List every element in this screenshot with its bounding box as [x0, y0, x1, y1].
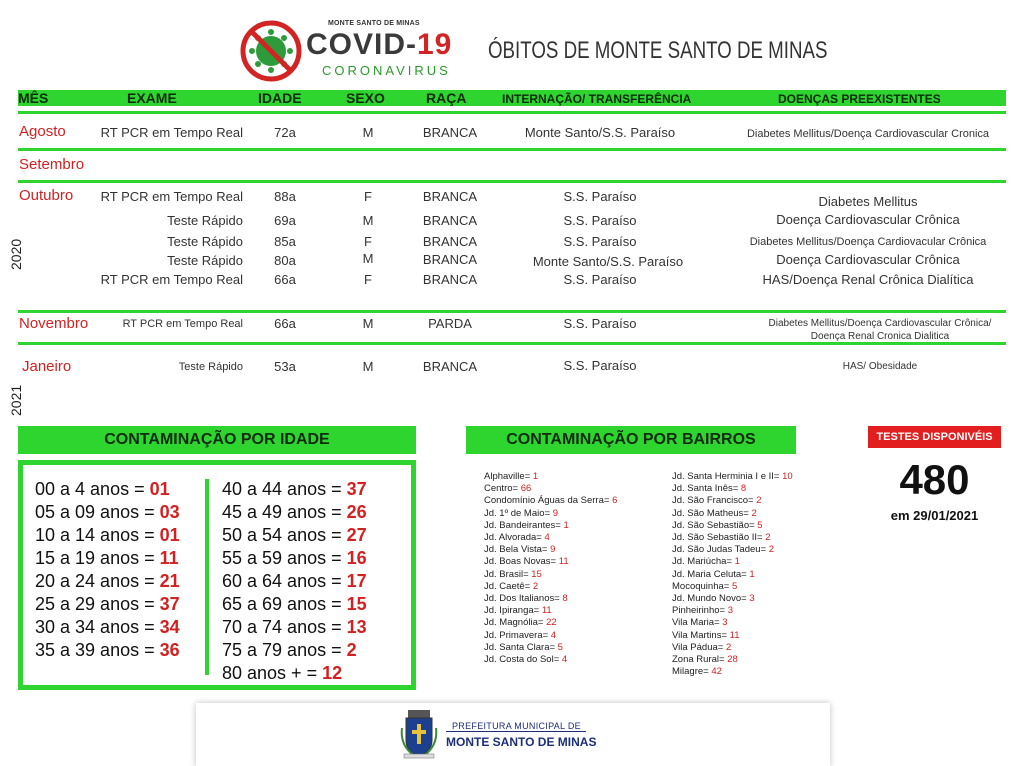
bairro-row-value: 5 [731, 580, 738, 592]
age-range-row [222, 594, 367, 615]
cell-raca: BRANCA [422, 234, 478, 249]
age-range-row-value: 13 [346, 617, 367, 637]
logo-covid-text: COVID-19 [306, 28, 453, 61]
bairro-row [484, 520, 569, 531]
bairro-row-value: 4 [561, 654, 568, 665]
age-range-row-value: 26 [346, 502, 367, 522]
bairro-row [672, 642, 731, 653]
bairro-row [484, 630, 556, 641]
bairro-row [672, 593, 755, 604]
bairro-row-value: 2 [756, 495, 762, 507]
bairro-row [672, 654, 738, 665]
age-range-row-label: 60 a 64 anos = [222, 571, 347, 591]
age-range-row-value: 21 [159, 571, 180, 591]
bairro-row [672, 544, 774, 555]
cell-idade: 85a [274, 234, 296, 249]
col-header-mes: MÊS [18, 90, 49, 106]
age-range-row-label: 80 anos + = [222, 663, 323, 683]
cell-doencas: Diabetes Mellitus [818, 194, 918, 209]
bairro-row-label: Pinheirinho= [672, 605, 728, 617]
covid-logo [240, 20, 460, 82]
bairro-row-value: 9 [552, 507, 558, 519]
cell-internacao: S.S. Paraíso [563, 234, 637, 249]
bairro-row-value: 2 [725, 641, 732, 653]
cell-idade: 88a [274, 189, 296, 204]
age-range-row-value: 37 [346, 479, 367, 499]
bairro-row-label: Condomínio Águas da Serra= [484, 495, 613, 507]
bairro-row [484, 495, 617, 506]
bairro-row-label: Jd. Bandeirantes= [484, 519, 564, 531]
cell-sexo: F [364, 234, 372, 249]
bairro-row-value: 3 [722, 617, 728, 629]
age-range-row [222, 663, 342, 684]
bairro-row [672, 605, 733, 616]
age-range-row-label: 40 a 44 anos = [222, 479, 347, 499]
cell-idade: 80a [274, 253, 296, 268]
cell-exame: Teste Rápido [167, 234, 243, 249]
age-range-row [222, 640, 357, 661]
age-range-row-label: 50 a 54 anos = [222, 525, 347, 545]
cell-sexo: M [362, 359, 374, 374]
cell-internacao: S.S. Paraíso [563, 213, 637, 228]
bairro-row-value: 5 [557, 641, 563, 653]
bairro-row-label: Jd. Caetê= [484, 580, 533, 592]
cell-raca: BRANCA [422, 359, 478, 374]
bairro-row [672, 471, 793, 482]
age-range-row [35, 525, 180, 546]
bairro-row-label: Vila Maria= [672, 617, 723, 629]
bairro-row-label: Vila Martins= [672, 629, 730, 641]
cell-exame: RT PCR em Tempo Real [100, 125, 243, 140]
bairro-row-value: 42 [711, 666, 722, 678]
bairro-row [672, 508, 757, 519]
page-title: ÓBITOS DE MONTE SANTO DE MINAS [488, 37, 828, 64]
month-janeiro: Janeiro [22, 358, 72, 375]
cell-sexo: F [364, 189, 372, 204]
bairro-row-label: Jd. Mundo Novo= [672, 593, 750, 604]
age-range-row [35, 594, 180, 615]
age-range-row-value: 01 [159, 525, 180, 545]
bairro-row [484, 544, 555, 555]
age-range-row-label: 55 a 59 anos = [222, 548, 347, 568]
bairro-row-value: 4 [544, 532, 550, 543]
bairro-row-value: 2 [765, 532, 771, 543]
age-range-row-label: 30 a 34 anos = [35, 617, 160, 637]
footer-line-1: PREFEITURA MUNICIPAL DE [452, 721, 581, 731]
bairro-row-label: Zona Rural= [672, 654, 728, 665]
cell-doencas: HAS/Doença Renal Crônica Dialítica [762, 272, 974, 287]
col-header-idade: IDADE [258, 90, 302, 106]
cell-doencas-line2: Doença Renal Cronica Dialitica [810, 331, 950, 342]
col-header-internacao: INTERNAÇÃO/ TRANSFERÊNCIA [502, 92, 692, 106]
bairro-row-value: 11 [729, 629, 740, 641]
age-range-row-value: 15 [346, 594, 367, 614]
age-range-row-value: 01 [149, 479, 170, 499]
bairro-row-value: 9 [550, 544, 556, 556]
cell-raca: BRANCA [422, 213, 478, 228]
bairro-row [672, 532, 771, 543]
cell-sexo: M [362, 251, 374, 266]
col-header-doencas: DOENÇAS PREEXISTENTES [778, 92, 941, 106]
bairro-row [484, 569, 542, 580]
cell-exame: Teste Rápido [167, 253, 243, 268]
age-range-row [222, 479, 367, 500]
bairro-row [484, 556, 569, 567]
footer-line-2: MONTE SANTO DE MINAS [446, 735, 597, 749]
bairro-row [484, 605, 552, 616]
cell-idade: 66a [274, 272, 296, 287]
month-setembro: Setembro [19, 156, 85, 173]
bairro-row-label: Jd. Mariúcha= [672, 556, 735, 568]
age-range-row-label: 65 a 69 anos = [222, 594, 347, 614]
month-outubro: Outubro [19, 187, 74, 204]
bairro-row-value: 28 [727, 654, 738, 665]
cell-sexo: M [362, 125, 374, 140]
bairro-row [484, 483, 531, 494]
bairro-row [672, 569, 755, 580]
bairro-row-label: Jd. Costa do Sol= [484, 654, 562, 665]
cell-doencas: Diabetes Mellitus/Doença Cardiovascular Cronica [746, 128, 990, 140]
cell-doencas: Diabetes Mellitus/Doença Cardiovacular Crônica [749, 236, 987, 248]
bairro-row [484, 532, 550, 543]
cell-doencas: Doença Cardiovascular Crônica [776, 252, 960, 267]
cell-raca: BRANCA [422, 252, 478, 267]
bairro-row [484, 654, 567, 665]
bairro-row-label: Jd. Ipiranga= [484, 605, 542, 617]
col-header-raca: RAÇA [426, 90, 467, 106]
col-header-sexo: SEXO [346, 90, 385, 106]
divider [18, 310, 1006, 313]
cell-internacao: S.S. Paraíso [563, 272, 637, 287]
divider [18, 148, 1006, 151]
footer-rule [446, 731, 586, 732]
bairro-row-label: Jd. 1º de Maio= [484, 507, 553, 519]
age-range-row-value: 2 [346, 640, 357, 660]
cell-exame: RT PCR em Tempo Real [122, 318, 243, 330]
bairro-row-value: 2 [768, 544, 775, 556]
age-range-row-label: 15 a 19 anos = [35, 548, 160, 568]
age-range-row-value: 37 [159, 594, 180, 614]
cell-doencas: Diabetes Mellitus/Doença Cardiovascular Crônica/ [768, 318, 992, 329]
bairro-row [672, 630, 740, 641]
age-range-row [35, 640, 180, 661]
cell-sexo: F [364, 272, 372, 287]
age-range-row [222, 548, 367, 569]
bairro-row [672, 617, 728, 628]
cell-idade: 72a [274, 125, 296, 140]
bairro-row-value: 6 [612, 495, 618, 507]
age-range-row [35, 617, 180, 638]
divider [18, 111, 1006, 114]
bairro-row-label: Jd. Alvorada= [484, 532, 545, 543]
bairro-row-label: Jd. São Francisco= [672, 495, 757, 507]
cell-exame: RT PCR em Tempo Real [100, 189, 243, 204]
bairro-row [484, 617, 557, 628]
age-range-row [35, 548, 179, 569]
cell-exame: Teste Rápido [178, 361, 243, 373]
age-range-row-label: 25 a 29 anos = [35, 594, 160, 614]
bairros-section-title: CONTAMINAÇÃO POR BAIRROS [466, 426, 796, 454]
bairro-row-value: 11 [558, 556, 569, 568]
age-range-row [35, 502, 180, 523]
bairro-row-label: Jd. Santa Herminia I e II= [672, 471, 783, 482]
cell-sexo: M [362, 213, 374, 228]
logo-coronavirus-text: CORONAVIRUS [322, 63, 451, 78]
bairro-row [672, 483, 746, 494]
age-range-row-label: 75 a 79 anos = [222, 640, 347, 660]
bairro-row-value: 3 [749, 593, 755, 604]
age-range-row-label: 05 a 09 anos = [35, 502, 160, 522]
age-range-row-value: 12 [322, 663, 343, 683]
bairro-row [672, 556, 740, 567]
bairro-row [672, 581, 737, 592]
cell-raca: BRANCA [422, 125, 478, 140]
age-range-row-label: 70 a 74 anos = [222, 617, 347, 637]
age-range-row-value: 34 [159, 617, 180, 637]
bairro-row [484, 508, 558, 519]
bairro-row-value: 8 [740, 483, 747, 495]
bairro-row [672, 666, 722, 677]
bairro-row-label: Jd. São Sebastião II= [672, 532, 766, 543]
bairro-row-value: 1 [734, 556, 740, 568]
bairro-row-label: Jd. Primavera= [484, 629, 551, 641]
age-range-row [222, 502, 367, 523]
age-range-row [222, 571, 367, 592]
bairro-row-value: 5 [757, 519, 763, 531]
bairro-row-value: 1 [749, 568, 755, 580]
bairro-row-value: 2 [532, 580, 539, 592]
age-range-row-label: 10 a 14 anos = [35, 525, 160, 545]
bairro-row-label: Centro= [484, 483, 521, 495]
bairro-row-label: Jd. São Matheus= [672, 507, 752, 519]
bairro-row-value: 1 [532, 471, 539, 482]
bairro-row-label: Jd. Brasil= [484, 568, 532, 580]
month-novembro: Novembro [19, 315, 89, 332]
bairro-row [672, 520, 763, 531]
age-range-row-value: 11 [159, 548, 179, 568]
age-range-row-value: 03 [159, 502, 180, 522]
age-range-row-value: 17 [346, 571, 367, 591]
bairro-row-label: Jd. Dos Italianos= [484, 593, 563, 604]
cell-idade: 66a [274, 316, 296, 331]
cell-internacao: S.S. Paraíso [563, 358, 637, 373]
year-label-2021: 2021 [8, 384, 24, 416]
bairro-row-value: 66 [520, 483, 532, 495]
cell-raca: PARDA [428, 316, 472, 331]
bairro-row-value: 3 [727, 605, 734, 617]
age-range-row-label: 20 a 24 anos = [35, 571, 160, 591]
month-agosto: Agosto [19, 123, 66, 140]
bairro-row-label: Jd. São Sebastião= [672, 519, 758, 531]
bairro-row-label: Jd. São Judas Tadeu= [672, 544, 769, 556]
cell-exame: Teste Rápido [167, 213, 243, 228]
cell-idade: 69a [274, 213, 296, 228]
cell-internacao: Monte Santo/S.S. Paraíso [532, 254, 684, 269]
tests-available-label: TESTES DISPONIVÉIS [868, 426, 1001, 448]
cell-idade: 53a [274, 359, 296, 374]
virus-icon [240, 20, 302, 82]
bairro-row-label: Alphaville= [484, 471, 533, 482]
cell-raca: BRANCA [422, 189, 478, 204]
age-range-row [222, 525, 367, 546]
bairro-row [672, 495, 762, 506]
cell-internacao: Monte Santo/S.S. Paraíso [524, 125, 676, 140]
bairro-row-label: Jd. Magnólia= [484, 617, 547, 629]
cell-internacao: S.S. Paraíso [563, 316, 637, 331]
bairro-row [484, 642, 563, 653]
bairro-row-label: Jd. Bela Vista= [484, 544, 551, 556]
bairro-row-label: Jd. Santa Inês= [672, 483, 741, 495]
cell-exame: RT PCR em Tempo Real [100, 272, 243, 287]
age-range-row-label: 00 a 4 anos = [35, 479, 150, 499]
age-range-row-value: 16 [346, 548, 367, 568]
city-crest-icon [400, 708, 438, 760]
logo-town-text: MONTE SANTO DE MINAS [328, 20, 420, 27]
bairro-row [484, 581, 538, 592]
divider [18, 342, 1006, 345]
bairro-row [484, 471, 538, 482]
age-range-row-value: 27 [346, 525, 367, 545]
col-header-exame: EXAME [127, 90, 177, 106]
age-section-title: CONTAMINAÇÃO POR IDADE [18, 426, 416, 454]
bairro-row-value: 4 [550, 629, 557, 641]
cell-doencas: Doença Cardiovascular Crônica [776, 212, 960, 227]
cell-raca: BRANCA [422, 272, 478, 287]
tests-date: em 29/01/2021 [890, 508, 979, 523]
age-range-row-value: 36 [159, 640, 180, 660]
cell-sexo: M [362, 316, 374, 331]
age-range-row [35, 479, 170, 500]
bairro-row-label: Jd. Maria Celuta= [672, 568, 750, 580]
bairro-row-value: 8 [562, 593, 568, 604]
year-label-2020: 2020 [8, 238, 24, 270]
bairro-row-value: 11 [541, 605, 552, 617]
bairro-row-value: 1 [563, 519, 569, 531]
bairro-row-label: Mocoquinha= [672, 580, 732, 592]
tests-available-count: 480 [899, 456, 970, 503]
bairro-row-value: 2 [751, 507, 757, 519]
bairro-row-label: Vila Pádua= [672, 641, 726, 653]
bairro-row-label: Milagre= [672, 666, 712, 678]
cell-doencas: HAS/ Obesidade [842, 361, 918, 372]
age-range-row [222, 617, 367, 638]
bairro-row-value: 22 [546, 617, 557, 629]
age-range-row-label: 35 a 39 anos = [35, 640, 160, 660]
cell-internacao: S.S. Paraíso [563, 189, 637, 204]
bairro-row-label: Jd. Boas Novas= [484, 556, 559, 568]
divider [18, 180, 1006, 183]
bairro-row-value: 15 [531, 568, 542, 580]
bairro-row-label: Jd. Santa Clara= [484, 641, 558, 653]
bairro-row [484, 593, 568, 604]
bairro-row-value: 10 [782, 471, 793, 482]
age-range-row [35, 571, 180, 592]
age-divider [205, 479, 209, 675]
age-range-row-label: 45 a 49 anos = [222, 502, 347, 522]
